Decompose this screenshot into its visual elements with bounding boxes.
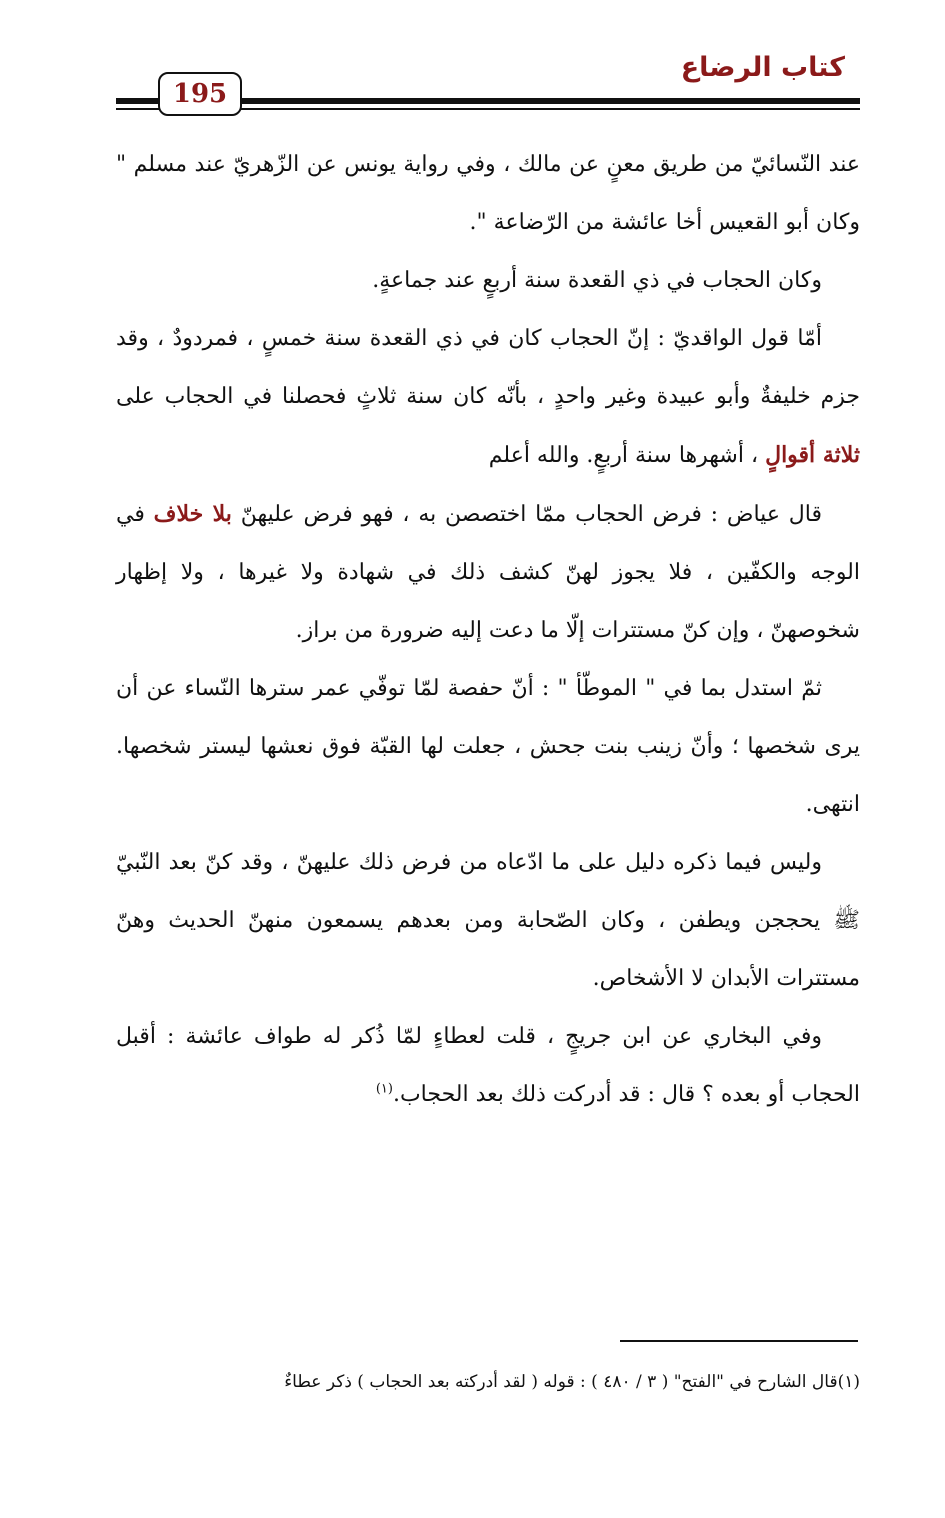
paragraph-7: وفي البخاري عن ابن جريجٍ ، قلت لعطاءٍ لمّا ذُكر له طواف عائشة : أقبل الحجاب أو بعده ؟ قال : قد أدركت ذلك بعد الحجاب.$^{(١)}$ <box>116 1024 860 1107</box>
paragraph-5: ثمّ استدل بما في " الموطّأ " : أنّ حفصة لمّا توفّي عمر سترها النّساء عن أن يرى شخصها ؛ وأنّ زينب بنت جحش ، جعلت لها القبّة فوق نعشها ليستر شخصها. انتهى. <box>116 676 860 817</box>
paragraph-6: وليس فيما ذكره دليل على ما ادّعاه من فرض ذلك عليهنّ ، وقد كنّ بعد النّبيّ ﷺ يحججن ويطفن ، وكان الصّحابة ومن بعدهم يسمعون منهنّ الحديث وهنّ مستترات الأبدان لا الأشخاص. <box>116 850 860 991</box>
header-title: كتاب الرضاع <box>680 52 845 83</box>
footnote-1: (١)قال الشارح في "الفتح" ( ٣ / ٤٨٠ ) : قوله ( لقد أدركته بعد الحجاب ) ذكر عطاءٌ <box>284 1372 860 1392</box>
footnote-ref[interactable]: (١) <box>375 1081 393 1097</box>
paragraph-3: أمّا قول الواقديّ : إنّ الحجاب كان في ذي القعدة سنة خمسٍ ، فمردودٌ ، وقد جزم خليفةٌ وأبو عبيدة وغير واحدٍ ، بأنّه كان سنة ثلاثٍ فحصلنا في الحجاب على ثلاثة أقوالٍ ، أشهرها سنة أربعٍ. والله أعلم <box>116 326 860 468</box>
highlight-no-dispute: بلا خلاف <box>153 501 232 527</box>
paragraph-1: عند النّسائيّ من طريق معنٍ عن مالك ، وفي رواية يونس عن الزّهريّ عند مسلم " وكان أبو القعيس أخا عائشة من الرّضاعة ". <box>116 152 860 235</box>
paragraph-4: قال عياض : فرض الحجاب ممّا اختصصن به ، فهو فرض عليهنّ بلا خلاف في الوجه والكفّين ، فلا يجوز لهنّ كشف ذلك في شهادة ولا غيرها ، ولا إظهار شخوصهنّ ، وإن كنّ مستترات إلّا ما دعت إليه ضرورة من براز. <box>116 501 860 643</box>
highlight-three-opinions: ثلاثة أقوالٍ <box>765 442 860 468</box>
page-number: 195 <box>158 72 242 116</box>
body-text <box>116 136 860 1124</box>
footnote-separator <box>620 1340 858 1342</box>
paragraph-2: وكان الحجاب في ذي القعدة سنة أربعٍ عند جماعةٍ. <box>372 268 822 293</box>
